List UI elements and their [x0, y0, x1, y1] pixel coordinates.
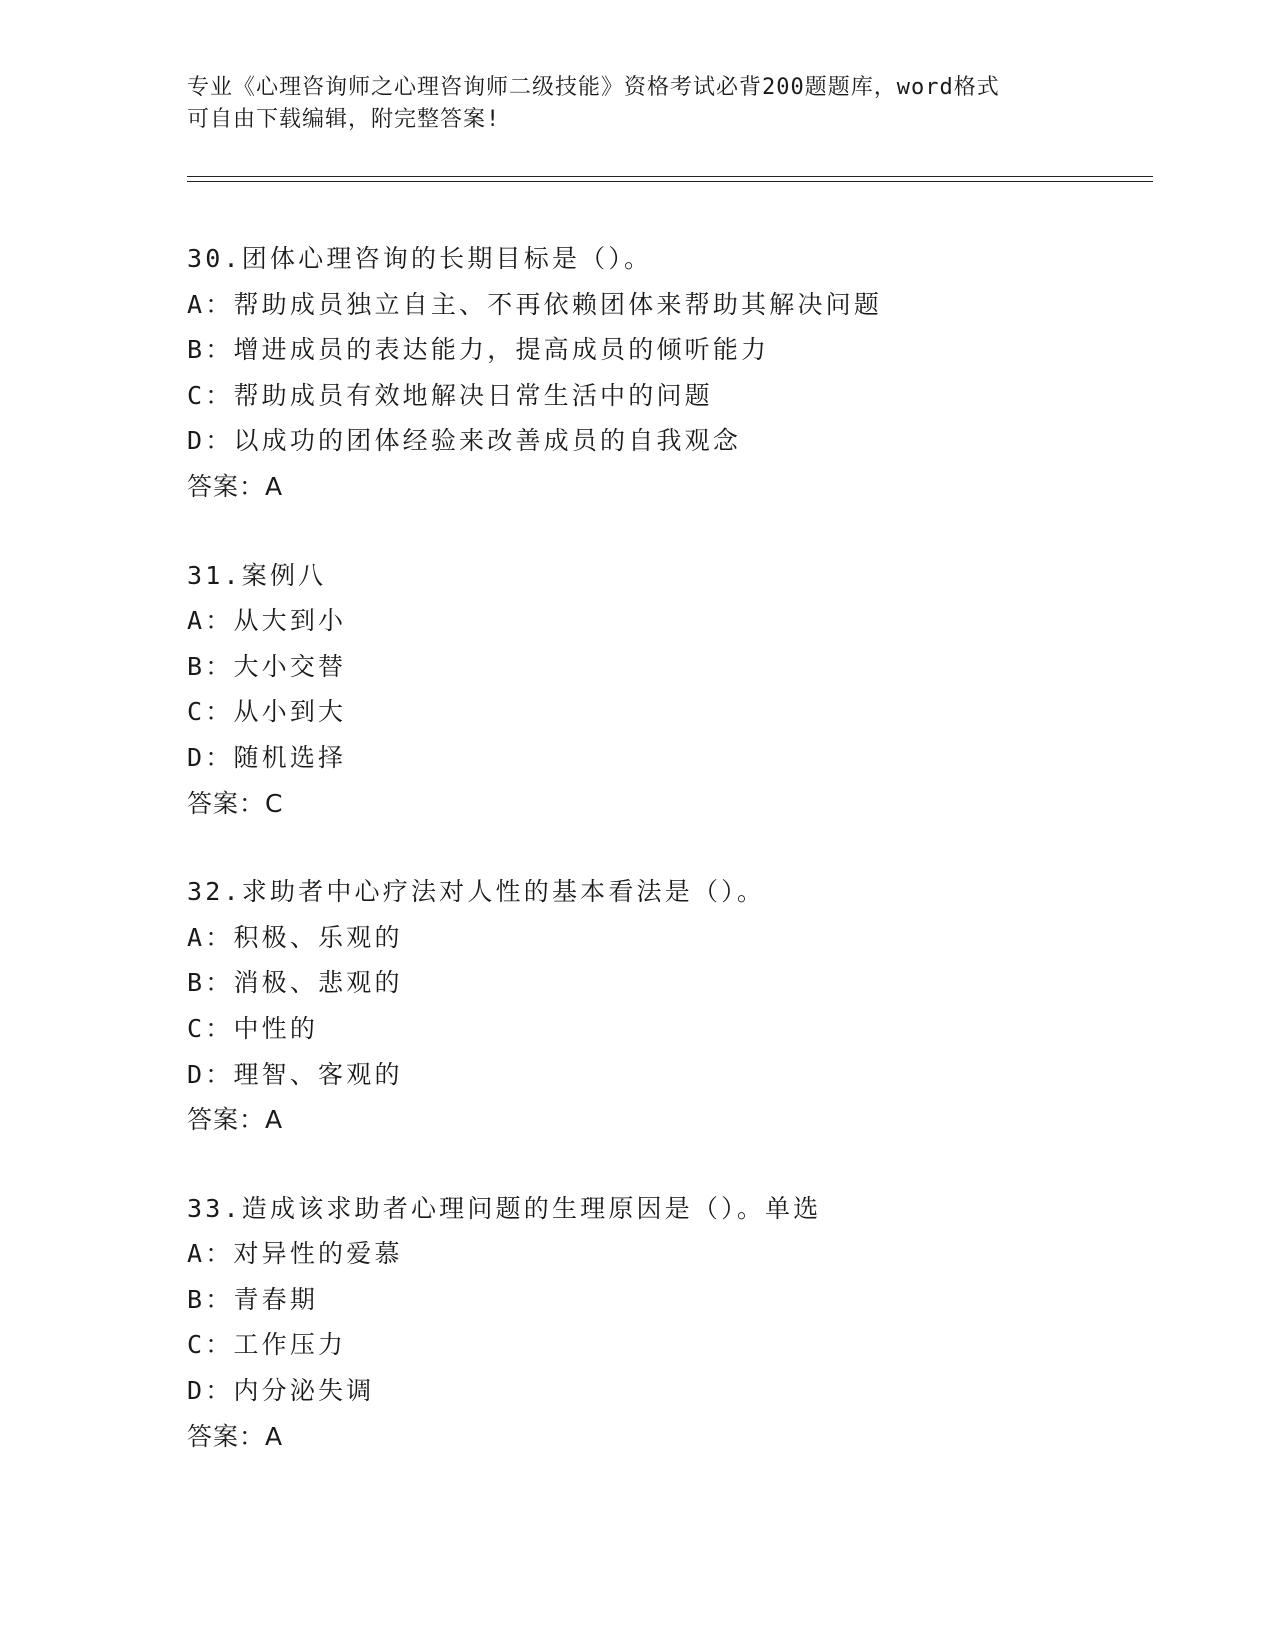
option-a: A：对异性的爱慕 — [187, 1239, 403, 1269]
option-c: C：帮助成员有效地解决日常生活中的问题 — [187, 380, 713, 410]
header-rule-bottom — [187, 181, 1153, 182]
option-a: A：从大到小 — [187, 606, 347, 636]
answer-line — [187, 1097, 1147, 1143]
answer-value: A — [265, 1421, 283, 1451]
option-c: C：工作压力 — [187, 1330, 347, 1360]
question-30 — [187, 236, 1147, 510]
question-33 — [187, 1186, 1147, 1460]
answer-label: 答案： — [187, 1421, 266, 1451]
answer-value: C — [265, 788, 283, 818]
header-line-1: 专业《心理咨询师之心理咨询师二级技能》资格考试必背200题题库，word格式 — [187, 75, 1000, 100]
option-c: C：中性的 — [187, 1013, 319, 1043]
option-c: C：从小到大 — [187, 697, 347, 727]
option-a: A：积极、乐观的 — [187, 922, 403, 952]
answer-label: 答案： — [187, 788, 266, 818]
question-31 — [187, 553, 1147, 827]
answer-line — [187, 464, 1147, 510]
option-b: B：增进成员的表达能力，提高成员的倾听能力 — [187, 335, 770, 365]
question-title: 31.案例八 — [187, 560, 327, 590]
question-title: 30.团体心理咨询的长期目标是（）。 — [187, 244, 653, 273]
question-32 — [187, 869, 1147, 1143]
option-a: A：帮助成员独立自主、不再依赖团体来帮助其解决问题 — [187, 289, 883, 319]
option-b: B：消极、悲观的 — [187, 968, 403, 998]
answer-label: 答案： — [187, 471, 266, 501]
question-list — [187, 236, 1147, 1502]
question-title: 33.造成该求助者心理问题的生理原因是（）。单选 — [187, 1193, 822, 1223]
option-d: D：随机选择 — [187, 742, 347, 772]
document-header — [187, 72, 1067, 136]
answer-line — [187, 781, 1147, 827]
answer-line — [187, 1414, 1147, 1460]
option-b: B：青春期 — [187, 1284, 319, 1314]
header-rule-top — [187, 176, 1153, 177]
option-d: D：内分泌失调 — [187, 1376, 375, 1406]
option-d: D：理智、客观的 — [187, 1059, 403, 1089]
answer-label: 答案： — [187, 1105, 266, 1135]
option-d: D：以成功的团体经验来改善成员的自我观念 — [187, 426, 742, 456]
answer-value: A — [265, 1105, 283, 1135]
option-b: B：大小交替 — [187, 651, 347, 681]
answer-value: A — [265, 471, 283, 501]
question-title: 32.求助者中心疗法对人性的基本看法是（）。 — [187, 877, 766, 907]
header-line-2: 可自由下载编辑，附完整答案! — [187, 107, 501, 132]
